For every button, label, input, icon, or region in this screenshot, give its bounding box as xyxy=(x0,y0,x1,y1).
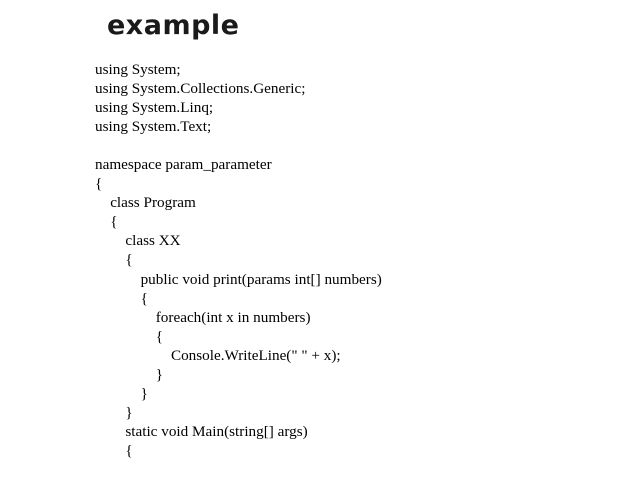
code-line: foreach(int x in numbers) xyxy=(95,308,311,326)
code-line: public void print(params int[] numbers) xyxy=(95,270,382,288)
code-line: { xyxy=(95,251,133,269)
code-line: { xyxy=(95,175,103,193)
code-line: namespace param_parameter xyxy=(95,156,272,174)
code-line: { xyxy=(95,327,164,345)
code-line: static void Main(string[] args) xyxy=(95,422,308,440)
code-block xyxy=(95,60,382,460)
code-line: using System.Collections.Generic; xyxy=(95,80,306,98)
code-line: { xyxy=(95,289,148,307)
code-line: Console.WriteLine(" " + x); xyxy=(95,346,341,364)
code-line xyxy=(95,136,382,155)
code-line: class XX xyxy=(95,232,181,250)
code-line: using System; xyxy=(95,61,181,78)
code-line: using System.Linq; xyxy=(95,99,214,117)
code-line: { xyxy=(95,213,118,231)
code-line: using System.Text; xyxy=(95,118,212,136)
code-line: class Program xyxy=(95,194,196,212)
code-line: } xyxy=(95,403,133,421)
code-line: } xyxy=(95,365,164,383)
code-line: } xyxy=(95,384,148,402)
slide-title: example xyxy=(107,10,240,41)
code-line: { xyxy=(95,441,133,459)
